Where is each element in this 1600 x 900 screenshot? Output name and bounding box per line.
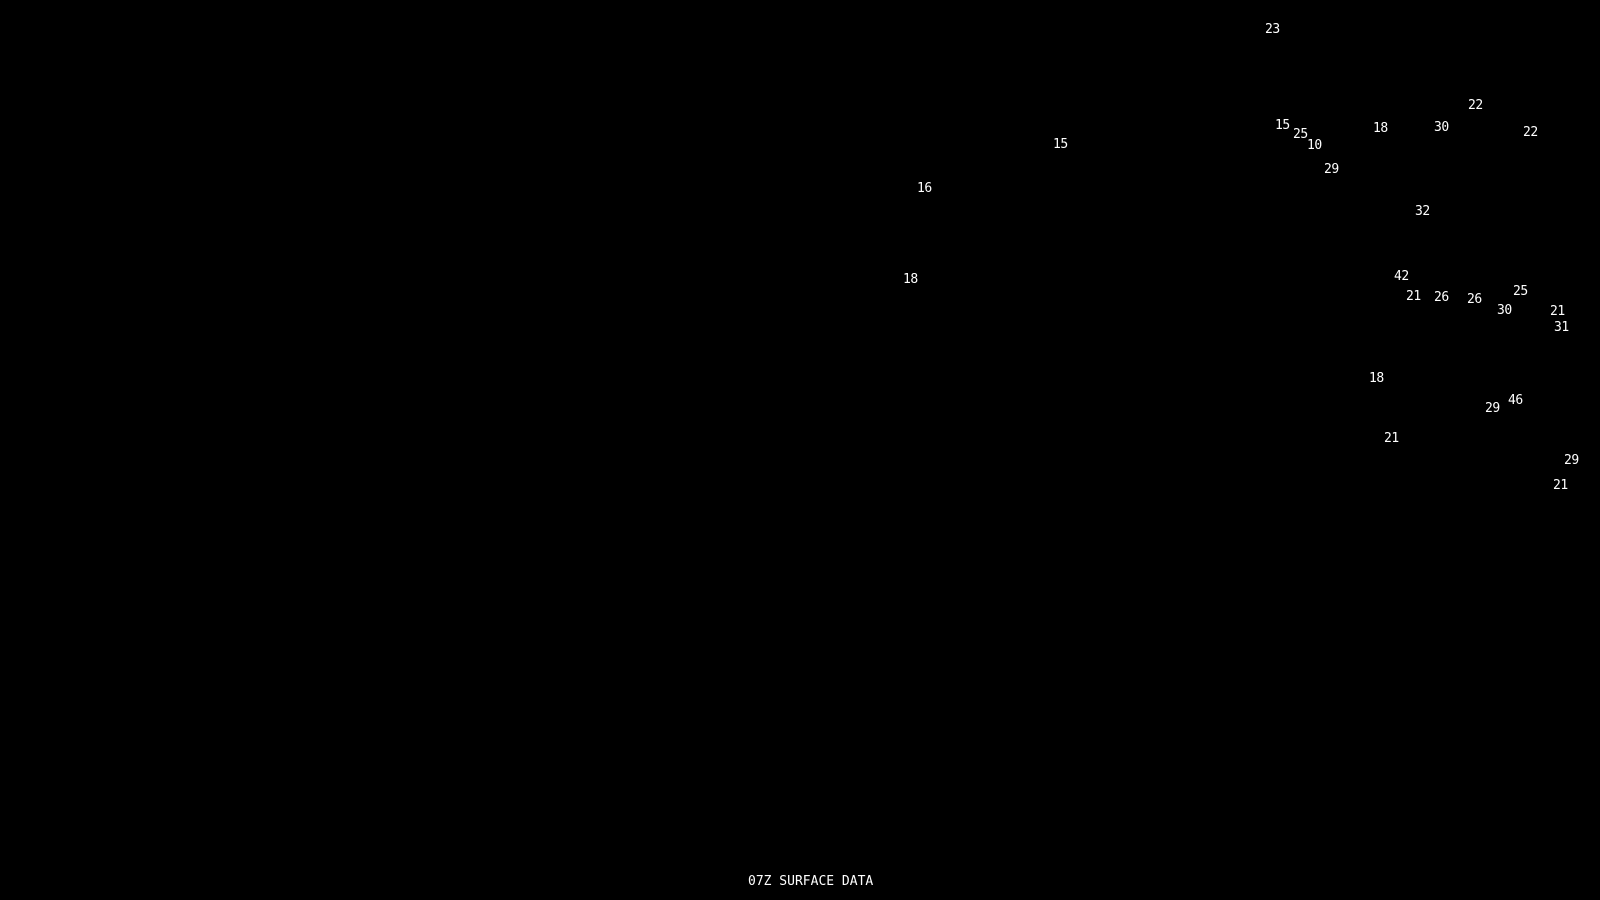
station-value: 16 xyxy=(917,181,932,196)
station-value: 10 xyxy=(1307,138,1322,153)
station-value: 29 xyxy=(1485,401,1500,416)
station-value: 22 xyxy=(1523,125,1538,140)
station-value: 21 xyxy=(1384,431,1399,446)
station-value: 30 xyxy=(1497,303,1512,318)
station-value: 26 xyxy=(1467,292,1482,307)
station-value: 25 xyxy=(1513,284,1528,299)
station-value: 15 xyxy=(1053,137,1068,152)
station-value: 29 xyxy=(1564,453,1579,468)
station-value: 32 xyxy=(1415,204,1430,219)
station-value: 22 xyxy=(1468,98,1483,113)
station-value: 18 xyxy=(1373,121,1388,136)
station-value: 21 xyxy=(1550,304,1565,319)
station-value: 21 xyxy=(1553,478,1568,493)
station-value: 31 xyxy=(1554,320,1569,335)
station-value: 46 xyxy=(1508,393,1523,408)
station-value: 23 xyxy=(1265,22,1280,37)
station-value: 15 xyxy=(1275,118,1290,133)
station-value: 21 xyxy=(1406,289,1421,304)
station-value: 30 xyxy=(1434,120,1449,135)
station-value: 42 xyxy=(1394,269,1409,284)
station-value: 18 xyxy=(903,272,918,287)
station-value: 18 xyxy=(1369,371,1384,386)
station-value: 25 xyxy=(1293,127,1308,142)
station-value: 26 xyxy=(1434,290,1449,305)
plot-title: 07Z SURFACE DATA xyxy=(748,874,874,889)
station-value: 29 xyxy=(1324,162,1339,177)
